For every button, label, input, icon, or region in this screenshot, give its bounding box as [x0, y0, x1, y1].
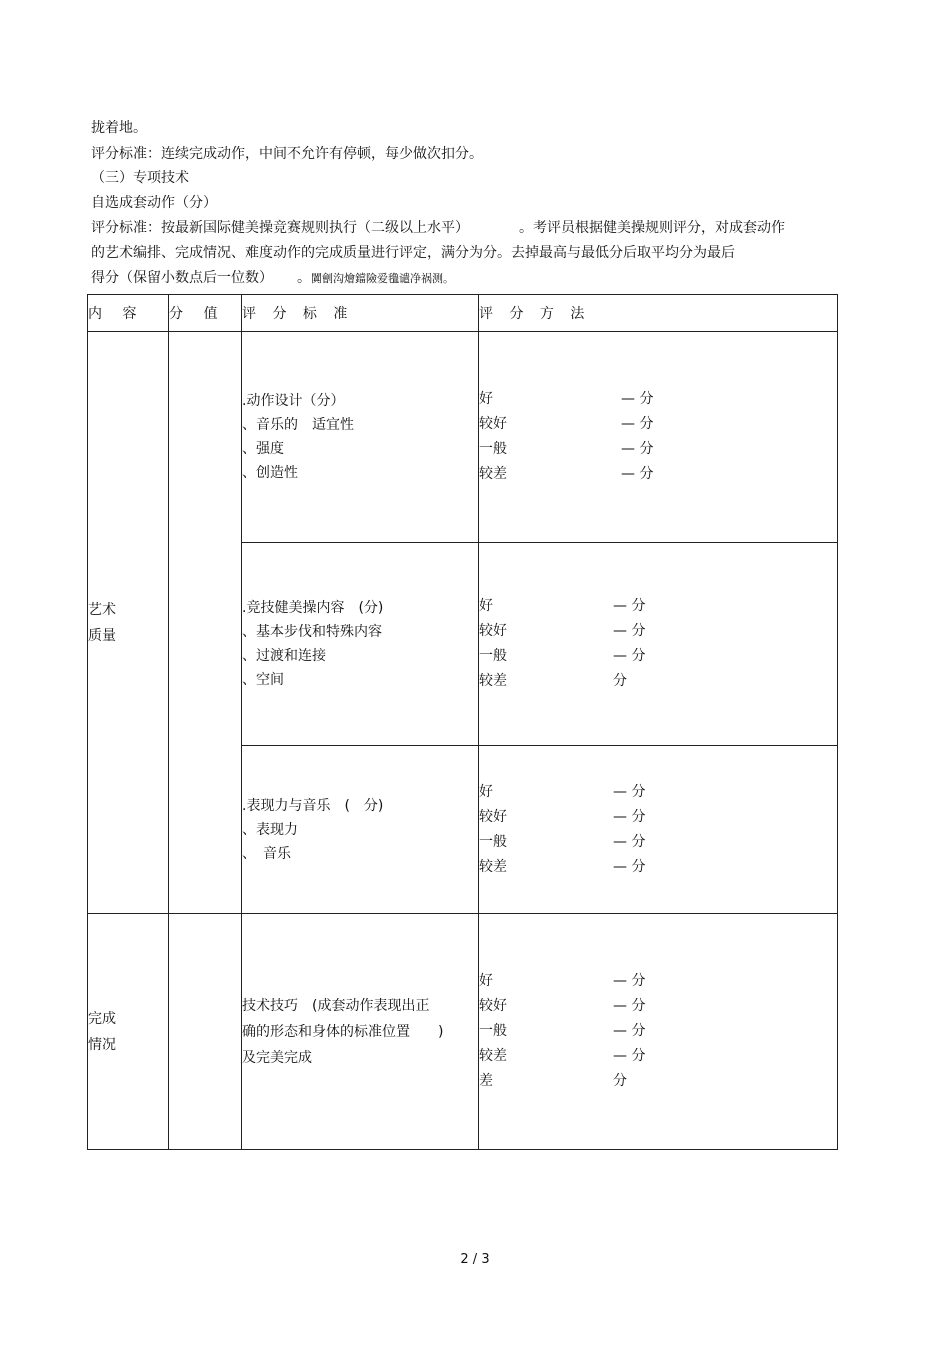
method-line: [479, 462, 837, 487]
method-cell: [479, 746, 838, 914]
grade-score: — 分: [621, 466, 654, 482]
method-line: [479, 855, 837, 880]
grade: 较差: [479, 673, 507, 689]
grade: 较差: [479, 858, 507, 875]
criteria-line: .动作设计（分）: [242, 393, 345, 409]
criteria-cell: [242, 332, 479, 543]
grade: 较好: [479, 416, 507, 432]
grade: 较差: [479, 1048, 507, 1064]
grade-score: 分: [613, 1073, 627, 1089]
method-line: [479, 669, 837, 694]
table-header-row: [88, 295, 838, 332]
method-line: [479, 830, 837, 855]
method-line: [479, 780, 837, 805]
grade-score: 分: [613, 673, 627, 689]
intro-line-5a: 评分标准：按最新国际健美操竞赛规则执行（二级以上水平）: [91, 220, 469, 236]
section-heading: （三）专项技术: [91, 170, 189, 186]
intro-line-1: 拢着地。: [91, 120, 147, 136]
criteria-line: 及完美完成: [242, 1049, 312, 1066]
method-line: [479, 387, 837, 412]
method-cell: [479, 914, 838, 1150]
grade: 好: [479, 973, 493, 989]
score-cell: [169, 332, 242, 914]
grade: 一般: [479, 1023, 507, 1039]
criteria-line: 、强度: [242, 441, 284, 457]
intro-line-2: 评分标准：连续完成动作，中间不允许有停顿，每少做次扣分。: [91, 146, 483, 162]
page-number: 2 / 3: [460, 1252, 490, 1267]
criteria-line: 、音乐的 适宜性: [242, 417, 354, 433]
criteria-cell: [242, 543, 479, 746]
grade: 较差: [479, 466, 507, 482]
grade-score: — 分: [613, 808, 646, 825]
criteria-cell: [242, 914, 479, 1150]
grade-score: — 分: [613, 783, 646, 800]
score-cell: [169, 914, 242, 1150]
method-cell: [479, 332, 838, 543]
criteria-line: 、过渡和连接: [242, 648, 326, 664]
category-art-quality: [88, 332, 169, 914]
intro-line-6: 的艺术编排、完成情况、难度动作的完成质量进行评定，满分为分。去掉最高与最低分后取平均分为最后: [91, 245, 735, 261]
grade: 好: [479, 391, 493, 407]
grade-score: — 分: [613, 1023, 646, 1039]
grade-score: — 分: [613, 833, 646, 850]
method-line: [479, 805, 837, 830]
grade: 较好: [479, 808, 507, 825]
grade: 差: [479, 1073, 493, 1089]
header-criteria: 评 分 标 准: [242, 295, 479, 332]
method-line: [479, 412, 837, 437]
category-label: 完成: [88, 1010, 116, 1027]
method-line: [479, 969, 837, 994]
grade-score: — 分: [613, 858, 646, 875]
criteria-line: 确的形态和身体的标准位置 ): [242, 1023, 444, 1040]
header-content: 内 容: [88, 295, 169, 332]
header-score: 分 值: [169, 295, 242, 332]
method-line: [479, 994, 837, 1019]
method-line: [479, 1044, 837, 1069]
grade-score: — 分: [613, 648, 646, 664]
category-label: 艺术: [88, 601, 116, 618]
table-row: [88, 332, 838, 543]
header-method: 评 分 方 法: [479, 295, 838, 332]
method-line: [479, 594, 837, 619]
grade-score: — 分: [613, 598, 646, 614]
criteria-line: 、空间: [242, 672, 284, 688]
grade-score: — 分: [621, 441, 654, 457]
intro-line-7b: 。: [297, 270, 311, 286]
category-label: 情况: [88, 1036, 116, 1053]
grade-score: — 分: [621, 391, 654, 407]
grade-score: — 分: [613, 998, 646, 1014]
grade-score: — 分: [613, 973, 646, 989]
criteria-line: 技术技巧 (成套动作表现出正: [242, 997, 430, 1014]
method-line: [479, 1019, 837, 1044]
grade-score: — 分: [613, 623, 646, 639]
intro-line-5: [91, 219, 785, 237]
grade: 一般: [479, 833, 507, 850]
table-row: [88, 914, 838, 1150]
criteria-line: 、 音乐: [242, 845, 291, 862]
criteria-line: .表现力与音乐 ( 分): [242, 797, 384, 814]
intro-line-5b: 。考评员根据健美操规则评分，对成套动作: [519, 220, 785, 236]
grade: 较好: [479, 998, 507, 1014]
scoring-table: [87, 294, 838, 1150]
category-label: 质量: [88, 627, 116, 644]
method-line: [479, 1069, 837, 1094]
grade: 一般: [479, 648, 507, 664]
criteria-cell: [242, 746, 479, 914]
criteria-line: 、基本步伐和特殊内容: [242, 624, 382, 640]
method-line: [479, 437, 837, 462]
method-line: [479, 644, 837, 669]
grade: 好: [479, 783, 493, 800]
method-cell: [479, 543, 838, 746]
criteria-line: .竞技健美操内容 (分): [242, 600, 384, 616]
intro-line-7c: 闐劊沟燴鐺險爱氇谴净祸测。: [311, 272, 454, 285]
grade: 较好: [479, 623, 507, 639]
grade-score: — 分: [621, 416, 654, 432]
category-completion: [88, 914, 169, 1150]
grade: 好: [479, 598, 493, 614]
criteria-line: 、创造性: [242, 465, 298, 481]
method-line: [479, 619, 837, 644]
intro-line-4: 自选成套动作（分）: [91, 195, 217, 211]
intro-line-7a: 得分（保留小数点后一位数）: [91, 270, 273, 286]
grade-score: — 分: [613, 1048, 646, 1064]
grade: 一般: [479, 441, 507, 457]
intro-line-7: [91, 269, 454, 288]
criteria-line: 、表现力: [242, 821, 298, 838]
